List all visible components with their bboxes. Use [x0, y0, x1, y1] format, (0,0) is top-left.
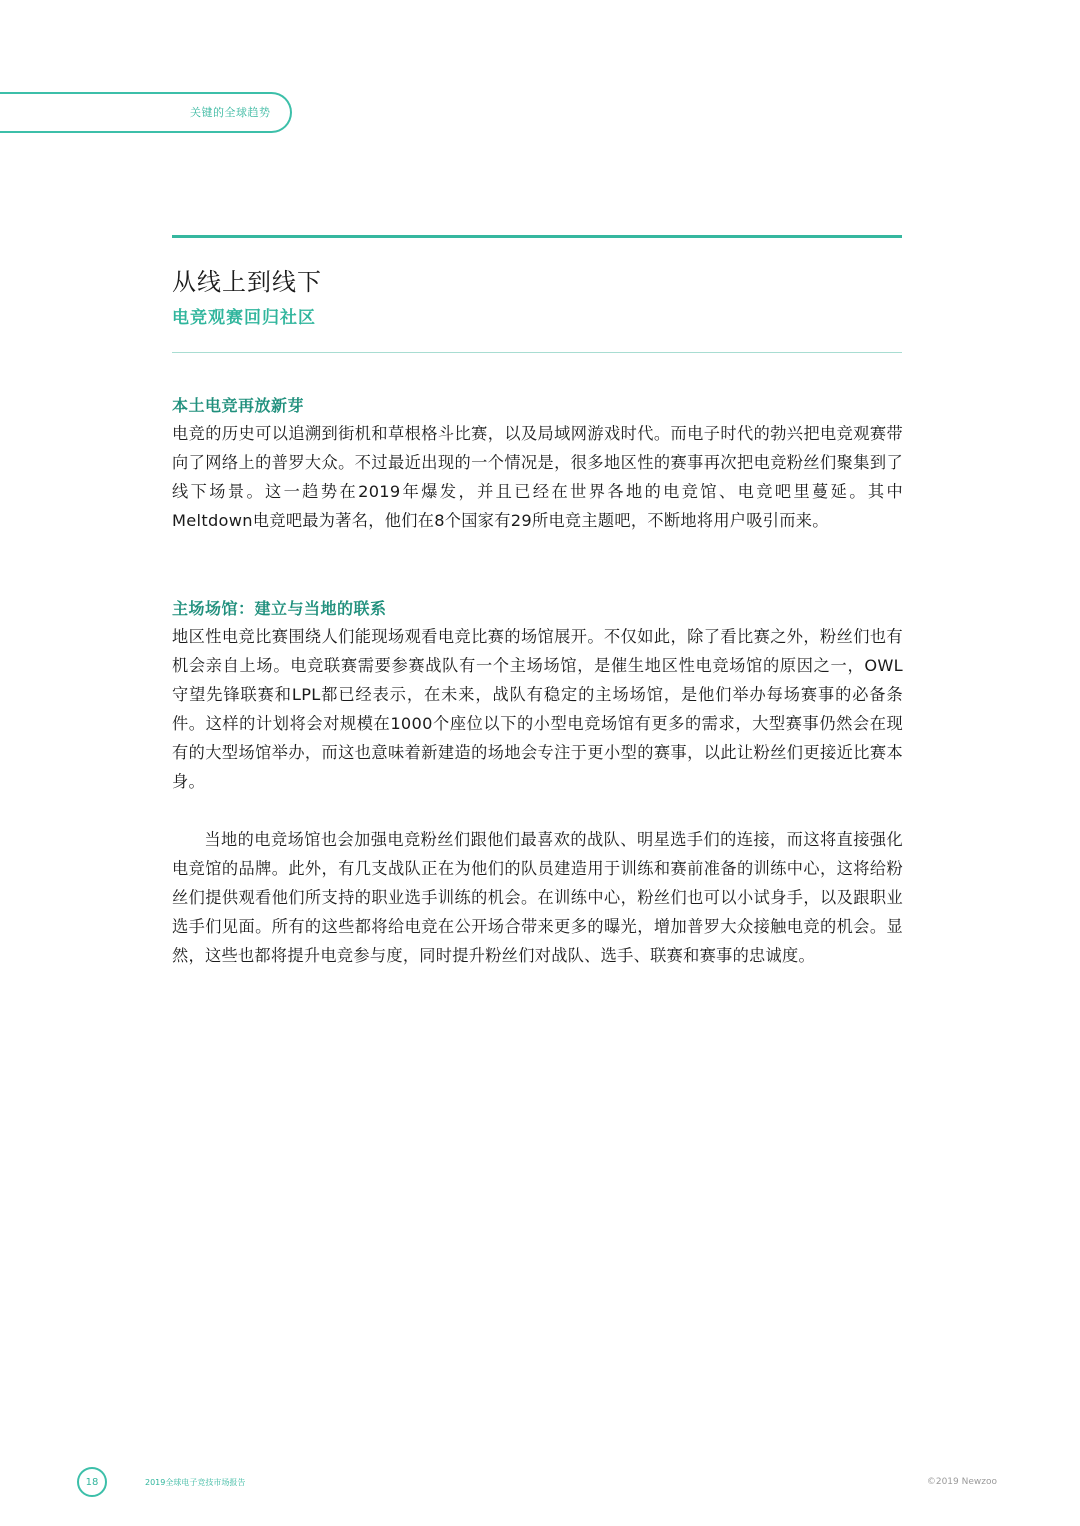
footer-copyright: ©2019 Newzoo — [926, 1477, 997, 1487]
section-heading-home-venues: 主场场馆：建立与当地的联系 — [172, 599, 387, 618]
section-tab-label: 关键的全球趋势 — [190, 106, 271, 119]
page-number — [77, 1467, 107, 1497]
paragraph-home-venues-1: 地区性电竞比赛围绕人们能现场观看电竞比赛的场馆展开。不仅如此，除了看比赛之外，粉丝们也有机会亲自上场。电竞联赛需要参赛战队有一个主场场馆，是催生地区性电竞场馆的原因之一，OWL守望先锋联赛和LPL都已经表示，在未来，战队有稳定的主场场馆，是他们举办每场赛事的必备条件。这样的计划将会对规模在1000个座位以下的小型电竞场馆有更多的需求，大型赛事仍然会在现有的大型场馆举办，而这也意味着新建造的场地会专注于更小型的赛事，以此让粉丝们更接近比赛本身。 — [172, 627, 903, 791]
page-title: 从线上到线下 — [172, 268, 322, 296]
page-number-label: 18 — [85, 1476, 99, 1488]
paragraph-local-esports: 电竞的历史可以追溯到街机和草根格斗比赛，以及局域网游戏时代。而电子时代的勃兴把电竞观赛带向了网络上的普罗大众。不过最近出现的一个情况是，很多地区性的赛事再次把电竞粉丝们聚集到了线下场景。这一趋势在2019年爆发，并且已经在世界各地的电竞馆、电竞吧里蔓延。其中Meltdown电竞吧最为著名，他们在8个国家有29所电竞主题吧，不断地将用户吸引而来。 — [172, 424, 903, 530]
paragraph-home-venues-2: 当地的电竞场馆也会加强电竞粉丝们跟他们最喜欢的战队、明星选手们的连接，而这将直接强化电竞馆的品牌。此外，有几支战队正在为他们的队员建造用于训练和赛前准备的训练中心，这将给粉丝们提供观看他们所支持的职业选手训练的机会。在训练中心，粉丝们也可以小试身手，以及跟职业选手们见面。所有的这些都将给电竞在公开场合带来更多的曝光，增加普罗大众接触电竞的机会。显然，这些也都将提升电竞参与度，同时提升粉丝们对战队、选手、联赛和赛事的忠诚度。 — [172, 830, 903, 965]
section-heading-local-esports: 本土电竞再放新芽 — [172, 396, 305, 415]
page-subtitle: 电竞观赛回归社区 — [172, 308, 316, 328]
title-top-rule — [172, 235, 902, 238]
title-bottom-rule — [172, 352, 902, 353]
footer-report-name: 2019全球电子竞技市场报告 — [145, 1478, 246, 1487]
